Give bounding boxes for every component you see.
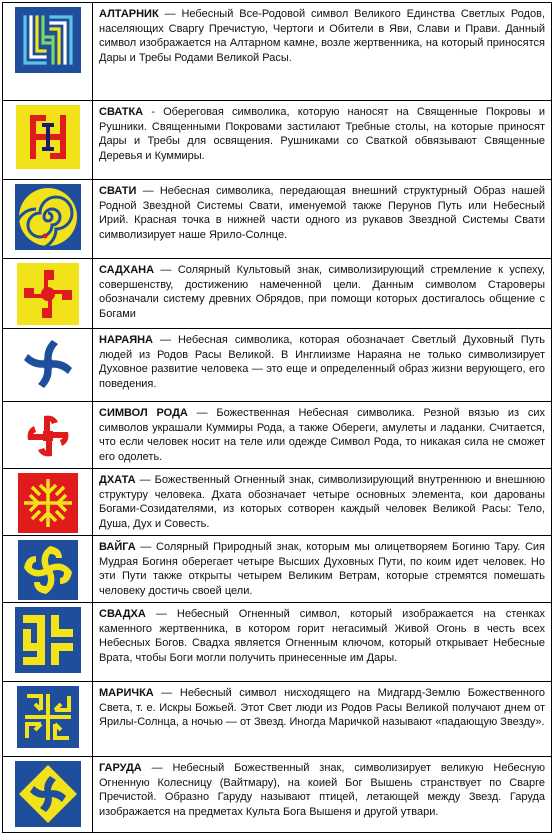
table-row [3,469,552,536]
symbol-description [93,536,552,602]
symbol-name: САДХАНА [99,264,155,276]
symbol-text: — Небесный Божественный знак, символизирует великую Небесную Огненную Колесницу (Вайтмару), на коией Бог Вышень странствует по Сварге Пречистой. Образно Гаруду называют птицей, летающей между Звезд. Гаруда изображается на предметах Культа Бога Вышеня и другой утвари. [99,762,545,818]
symbol-name: НАРАЯНА [99,334,153,346]
symbol-text: — Небесный Все-Родовой символ Великого Единства Светлых Родов, населяющих Сваргу Пречистую, Чертоги и Обители в Яви, Слави и Прави. Данный символ изображается на Алтарном камне, возле жертвенника, на который приносятся Дары и Требы Родами Великой Расы. [99,8,545,64]
table-row [3,101,552,180]
symbol-name: СВАДХА [99,608,146,620]
symbol-image-cell [3,180,93,258]
symbol-name: СВАТИ [99,185,137,197]
symbol-text: — Божественный Огненный знак, символизирующий внутреннюю и внешнюю структуру человека. Дхата обозначает четыре основных элемента, кои дарованы Богами-Созидателями, из которых сотворен каждый человек Великой Расы: Тело, Душа, Дух и Совесть. [99,474,545,530]
symbol-name: МАРИЧКА [99,687,154,699]
symbol-description [93,329,552,401]
vaiga-symbol-icon [18,540,78,600]
symbol-description [93,180,552,258]
symbol-text: — Божественная Небесная символика. Резной вязью из сих символов украшали Куммиры Рода, а также Обереги, амулеты и ладанки. Считается, что если человек носит на теле или одежде Символ Рода, то никакая сила не сможет его одолеть. [99,407,546,463]
svati-spiral-icon [15,184,81,250]
marichka-symbol-icon [17,686,79,748]
symbol-text: — Солярный Культовый знак, символизирующий стремление к успеху, совершенству, достижению намеченной цели. Данным символом Староверы обозначали систему древних Обрядов, при помощи которых достигалось общение с Богами [99,264,545,320]
symbol-description [93,3,552,100]
symbol-name: АЛТАРНИК [99,8,159,20]
narayana-symbol-icon [17,333,79,395]
symbol-image-cell [3,603,93,681]
symbol-description [93,682,552,756]
symbol-text: — Небесный символ нисходящего на Мидгард-Землю Божественного Света, т. е. Искры Божьей. Этот Свет люди из Родов Расы Великой получают днем от Ярилы-Солнца, а ночью — от Звезд. Иногда Маричкой называют «падающую Звезду». [99,687,545,729]
symbol-description [93,757,552,832]
symbol-name: ДХАТА [99,474,136,486]
table-row [3,757,552,833]
table-row [3,3,552,101]
symbol-image-cell [3,536,93,602]
dhata-symbol-icon [18,473,78,533]
svatka-symbol-icon [16,105,80,169]
table-row [3,603,552,682]
symbol-description [93,101,552,179]
rod-symbol-icon [18,406,78,466]
symbol-text: - Обереговая символика, которую наносят на Священные Покровы и Рушники. Священными Покровами застилают Требные столы, на которые приносят Дары и Требы для освящения. Рушниками со Сваткой обвязывают Священные Деревья и Куммиры. [99,106,545,162]
symbol-name: СВАТКА [99,106,144,118]
symbol-image-cell [3,682,93,756]
symbol-image-cell [3,329,93,401]
symbol-description [93,402,552,468]
symbol-image-cell [3,259,93,328]
symbol-text: — Небесная символика, которая обозначает Светлый Духовный Путь людей из Родов Расы Великой. В Инглиизме Нараяна не только символизирует Духовное развитие человека — это еще и определенный образ жизни верующего, его поведения. [99,334,545,390]
symbol-image-cell [3,101,93,179]
garuda-symbol-icon [15,761,81,827]
table-row [3,259,552,329]
symbol-description [93,469,552,535]
symbol-name: СИМВОЛ РОДА [99,407,188,419]
svadha-symbol-icon [15,607,81,673]
symbol-description [93,259,552,328]
symbols-table [2,2,552,833]
symbol-text: — Небесная символика, передающая внешний структурный Образ нашей Родной Звездной Системы Свати, именуемой также Перунов Путь или Небесный Ирий. Красная точка в нижней части одного из рукавов Звездной Системы Свати символизирует наше Ярило-Солнце. [99,185,545,241]
table-row [3,536,552,603]
symbol-image-cell [3,469,93,535]
symbol-name: ВАЙГА [99,541,136,553]
symbol-image-cell [3,757,93,832]
symbol-image-cell [3,402,93,468]
symbol-image-cell [3,3,93,100]
altarnik-symbol-icon [15,7,81,73]
table-row [3,682,552,757]
symbol-text: — Небесный Огненный символ, который изображается на стенках каменного жертвенника, в котором горит негасимый Живой Огонь в честь всех Небесных Богов. Свадха является Огненным ключом, который открывает Небесные Врата, чтобы Боги могли получить принесенные им Дары. [99,608,545,664]
table-row [3,329,552,402]
sadhana-symbol-icon [17,263,79,325]
table-row [3,402,552,469]
symbol-name: ГАРУДА [99,762,142,774]
table-row [3,180,552,259]
symbol-text: — Солярный Природный знак, которым мы олицетворяем Богиню Тару. Сия Мудрая Богиня оберегает четыре Высших Духовных Пути, по коим идет человек. Но эти Пути также открыты четырем Великим Ветрам, которые стремятся помешать человеку достичь своей цели. [99,541,545,597]
symbol-description [93,603,552,681]
